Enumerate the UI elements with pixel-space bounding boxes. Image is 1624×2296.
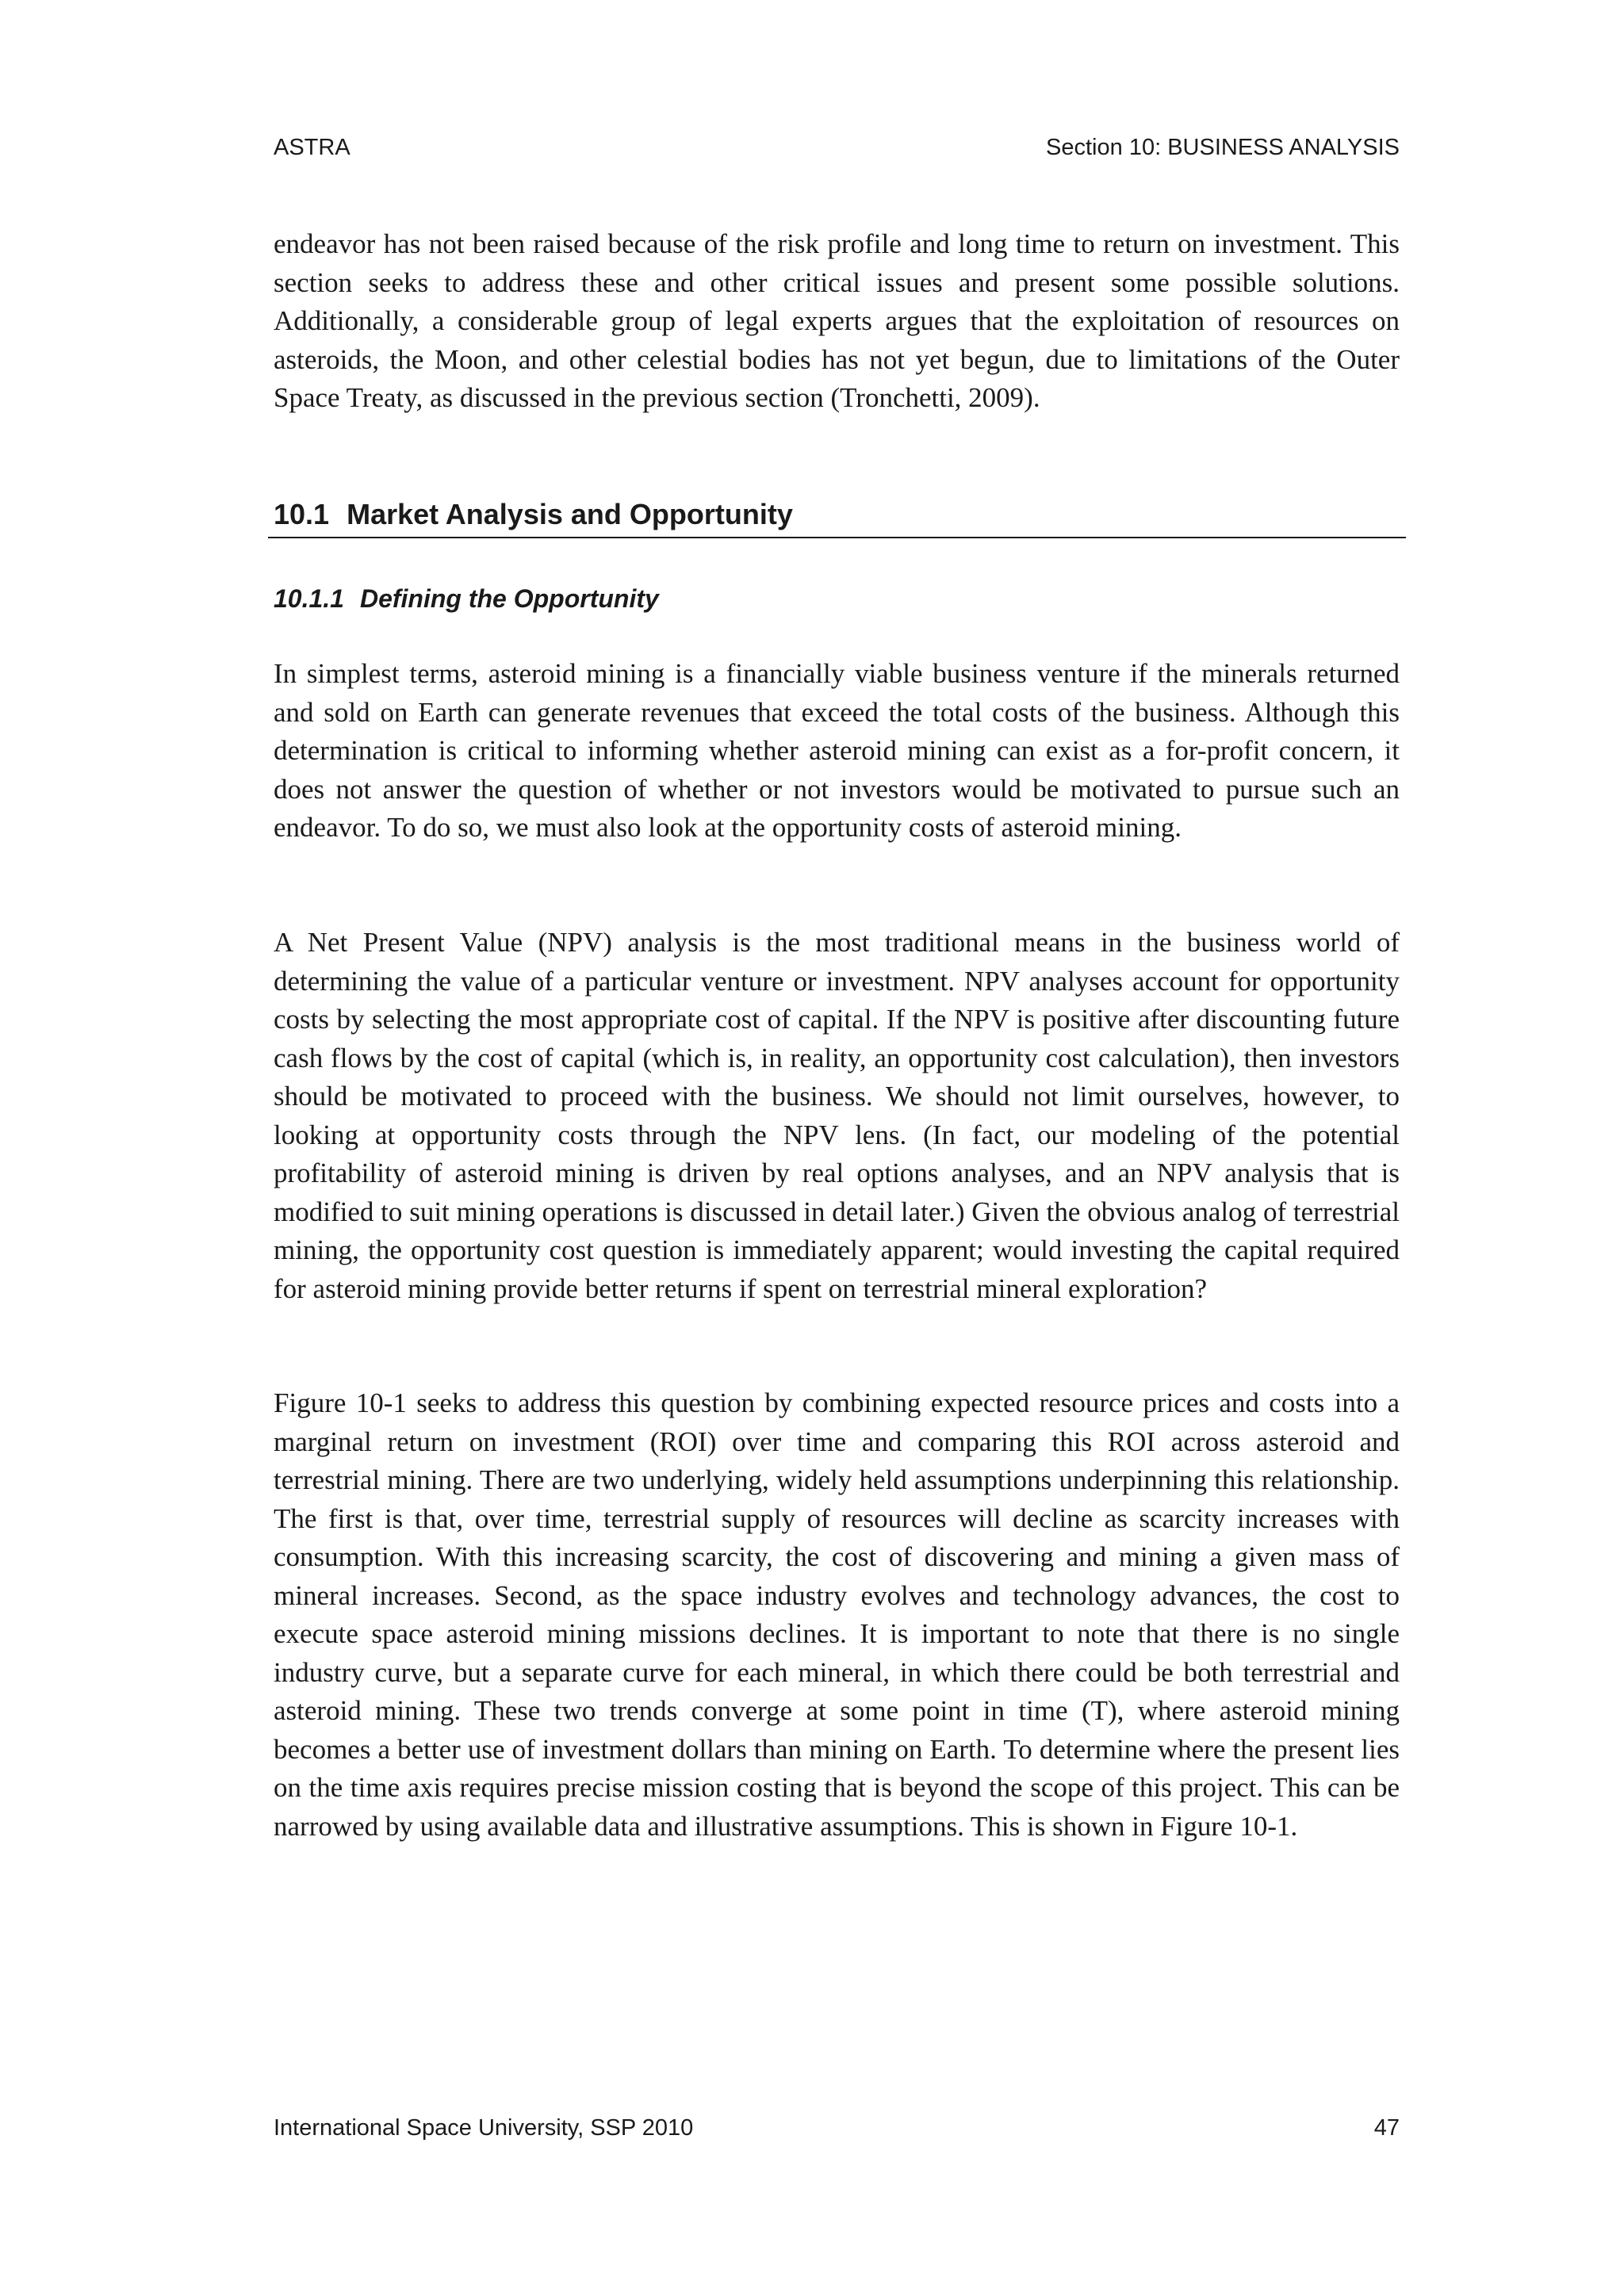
subsection-number: 10.1.1 (274, 584, 344, 613)
page-number: 47 (1373, 2115, 1400, 2141)
paragraph-block-1 (274, 655, 1400, 848)
section-number: 10.1 (274, 498, 330, 530)
subsection-title: Defining the Opportunity (359, 584, 659, 613)
footer-institution: International Space University, SSP 2010 (274, 2115, 694, 2141)
header-section-title: Section 10: BUSINESS ANALYSIS (1046, 135, 1400, 160)
header-document-title: ASTRA (274, 135, 350, 160)
body-paragraph: In simplest terms, asteroid mining is a financially viable business venture if the minerals returned and sold on Earth can generate revenues that exceed the total costs of the business. Although this determination is critical to informing whether asteroid mining can exist as a for-profit concern, it does not answer the question of whether or not investors would be motivated to pursue such an endeavor. To do so, we must also look at the opportunity costs of asteroid mining. (274, 658, 1400, 843)
paragraph-block-2 (274, 924, 1400, 1308)
subsection-heading (274, 583, 659, 614)
paragraph-block-3 (274, 1384, 1400, 1846)
running-footer (274, 2114, 1400, 2142)
running-header (274, 133, 1400, 162)
body-paragraph: Figure 10-1 seeks to address this question by combining expected resource prices and costs into a marginal return on investment (ROI) over time and comparing this ROI across asteroid and terrestrial mining. There are two underlying, widely held assumptions underpinning this relationship. The first is that, over time, terrestrial supply of resources will decline as scarcity increases with consumption. With this increasing scarcity, the cost of discovering and mining a given mass of mineral increases. Second, as the space industry evolves and technology advances, the cost to execute space asteroid mining missions declines. It is important to note that there is no single industry curve, but a separate curve for each mineral, in which there could be both terrestrial and asteroid mining. These two trends converge at some point in time (T), where asteroid mining becomes a better use of investment dollars than mining on Earth. To determine where the present lies on the time axis requires precise mission costing that is beyond the scope of this project. This can be narrowed by using available data and illustrative assumptions. This is shown in Figure 10-1. (274, 1387, 1400, 1842)
intro-block (274, 225, 1400, 418)
intro-paragraph: endeavor has not been raised because of the risk profile and long time to return on investment. This section seeks to address these and other critical issues and present some possible solutions. Additionally, a considerable group of legal experts argues that the exploitation of resources on asteroids, the Moon, and other celestial bodies has not yet begun, due to limitations of the Outer Space Treaty, as discussed in the previous section (Tronchetti, 2009). (274, 228, 1400, 413)
body-paragraph: A Net Present Value (NPV) analysis is the most traditional means in the business world of determining the value of a particular venture or investment. NPV analyses account for opportunity costs by selecting the most appropriate cost of capital. If the NPV is positive after discounting future cash flows by the cost of capital (which is, in reality, an opportunity cost calculation), then investors should be motivated to proceed with the business. We should not limit ourselves, however, to looking at opportunity costs through the NPV lens. (In fact, our modeling of the potential profitability of asteroid mining is driven by real options analyses, and an NPV analysis that is modified to suit mining operations is discussed in detail later.) Given the obvious analog of terrestrial mining, the opportunity cost question is immediately apparent; would investing the capital required for asteroid mining provide better returns if spent on terrestrial mineral exploration? (274, 927, 1400, 1304)
section-heading (268, 497, 1406, 538)
section-title: Market Analysis and Opportunity (347, 498, 793, 530)
